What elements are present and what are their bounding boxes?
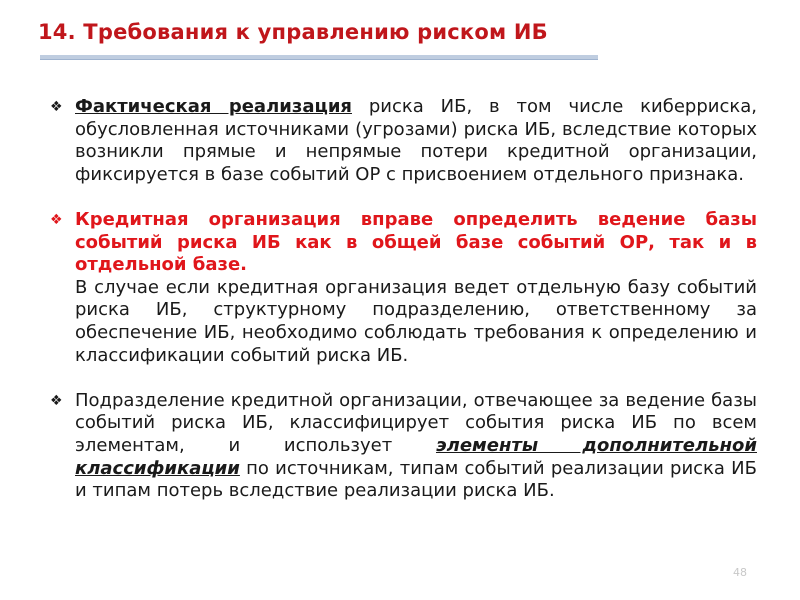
bullet-2-red-text: Кредитная организация вправе определить ведение базы событий риска ИБ как в общей базе событий ОР, так и в отдельной базе. <box>75 208 757 276</box>
bullet-3-text-after: по источникам, типам событий реализации риска ИБ и типам потерь вследствие реализации риска ИБ. <box>75 457 757 502</box>
bullet-item-3 <box>50 390 757 503</box>
title-underline <box>40 55 598 60</box>
bullet-3-text-before: Подразделение кредитной организации, отвечающее за ведение базы событий риска ИБ, классифицирует события риска ИБ по всем элементам, и использует <box>75 389 757 456</box>
diamond-bullet-icon: ❖ <box>50 211 63 228</box>
bullet-item-2 <box>50 209 757 367</box>
diamond-bullet-icon: ❖ <box>50 392 63 409</box>
slide-body <box>50 96 757 503</box>
bullet-1-text: риска ИБ, в том числе киберриска, обусловленная источниками (угрозами) риска ИБ, вследствие которых возникли прямые и непрямые потери кредитной организации, фиксируется в базе событий ОР с присвоением отдельного признака. <box>75 96 757 185</box>
bullet-2-text: В случае если кредитная организация ведет отдельную базу событий риска ИБ, структурному подразделению, ответственному за обеспечение ИБ, необходимо соблюдать требования к определению и классификации событий риска ИБ. <box>75 276 757 366</box>
diamond-bullet-icon: ❖ <box>50 99 63 115</box>
page-number: 48 <box>733 566 747 579</box>
bullet-item-1 <box>50 96 757 186</box>
slide-title: 14. Требования к управлению риском ИБ <box>38 20 548 44</box>
bullet-1-lead: Фактическая реализация <box>75 96 352 117</box>
bullet-3-emphasis: элементы дополнительной классификации <box>75 434 757 479</box>
